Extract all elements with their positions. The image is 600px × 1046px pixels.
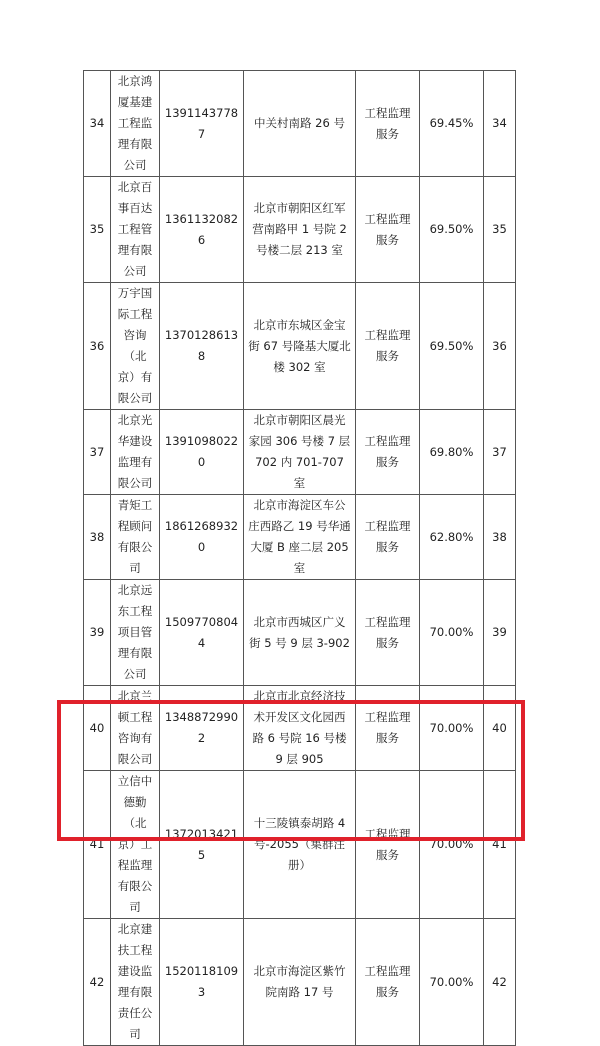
company-name: 青矩工程顾问有限公司	[111, 495, 160, 580]
address: 北京市朝阳区晨光家园 306 号楼 7 层 702 内 701-707 室	[244, 410, 356, 495]
rank: 34	[484, 71, 516, 177]
rank: 40	[484, 686, 516, 771]
phone-number: 15201181093	[160, 919, 244, 1046]
row-number: 37	[84, 410, 111, 495]
service-type: 工程监理服务	[356, 771, 420, 919]
score-percent: 70.00%	[420, 580, 484, 686]
score-percent: 70.00%	[420, 919, 484, 1046]
table-row	[84, 177, 516, 283]
score-percent: 69.80%	[420, 410, 484, 495]
company-name: 北京远东工程项目管理有限公司	[111, 580, 160, 686]
supervision-company-table	[83, 70, 516, 1046]
company-name: 北京建扶工程建设监理有限责任公司	[111, 919, 160, 1046]
table-row	[84, 410, 516, 495]
company-name: 万宇国际工程咨询（北京）有限公司	[111, 283, 160, 410]
address: 北京市东城区金宝街 67 号隆基大厦北楼 302 室	[244, 283, 356, 410]
row-number: 34	[84, 71, 111, 177]
address: 北京市西城区广义街 5 号 9 层 3-902	[244, 580, 356, 686]
service-type: 工程监理服务	[356, 580, 420, 686]
address: 中关村南路 26 号	[244, 71, 356, 177]
score-percent: 70.00%	[420, 771, 484, 919]
address: 北京市海淀区车公庄西路乙 19 号华通大厦 B 座二层 205 室	[244, 495, 356, 580]
table-row	[84, 686, 516, 771]
phone-number: 13701286138	[160, 283, 244, 410]
address: 北京市朝阳区红军营南路甲 1 号院 2 号楼二层 213 室	[244, 177, 356, 283]
service-type: 工程监理服务	[356, 495, 420, 580]
phone-number: 13910980220	[160, 410, 244, 495]
row-number: 42	[84, 919, 111, 1046]
row-number: 35	[84, 177, 111, 283]
rank: 35	[484, 177, 516, 283]
company-name: 北京鸿厦基建工程监理有限公司	[111, 71, 160, 177]
rank: 42	[484, 919, 516, 1046]
service-type: 工程监理服务	[356, 919, 420, 1046]
company-name: 立信中德勤（北京）工程监理有限公司	[111, 771, 160, 919]
company-name: 北京光华建设监理有限公司	[111, 410, 160, 495]
rank: 38	[484, 495, 516, 580]
rank: 41	[484, 771, 516, 919]
phone-number: 13611320826	[160, 177, 244, 283]
score-percent: 69.50%	[420, 283, 484, 410]
company-name: 北京百事百达工程管理有限公司	[111, 177, 160, 283]
table-row	[84, 919, 516, 1046]
phone-number: 13720134215	[160, 771, 244, 919]
score-percent: 69.50%	[420, 177, 484, 283]
service-type: 工程监理服务	[356, 71, 420, 177]
rank: 36	[484, 283, 516, 410]
address: 北京市海淀区紫竹院南路 17 号	[244, 919, 356, 1046]
row-number: 38	[84, 495, 111, 580]
rank: 37	[484, 410, 516, 495]
table-row	[84, 580, 516, 686]
phone-number: 15097708044	[160, 580, 244, 686]
phone-number: 13488729902	[160, 686, 244, 771]
table-row	[84, 495, 516, 580]
table-row-highlighted	[84, 771, 516, 919]
service-type: 工程监理服务	[356, 410, 420, 495]
table-row	[84, 71, 516, 177]
address: 北京市北京经济技术开发区文化园西路 6 号院 16 号楼 9 层 905	[244, 686, 356, 771]
service-type: 工程监理服务	[356, 283, 420, 410]
address: 十三陵镇泰胡路 4 号-2055（集群注册）	[244, 771, 356, 919]
row-number: 36	[84, 283, 111, 410]
phone-number: 13911437787	[160, 71, 244, 177]
row-number: 39	[84, 580, 111, 686]
row-number: 40	[84, 686, 111, 771]
score-percent: 70.00%	[420, 686, 484, 771]
phone-number: 18612689320	[160, 495, 244, 580]
company-name: 北京兰顿工程咨询有限公司	[111, 686, 160, 771]
row-number: 41	[84, 771, 111, 919]
rank: 39	[484, 580, 516, 686]
table-row	[84, 283, 516, 410]
service-type: 工程监理服务	[356, 177, 420, 283]
service-type: 工程监理服务	[356, 686, 420, 771]
score-percent: 62.80%	[420, 495, 484, 580]
score-percent: 69.45%	[420, 71, 484, 177]
